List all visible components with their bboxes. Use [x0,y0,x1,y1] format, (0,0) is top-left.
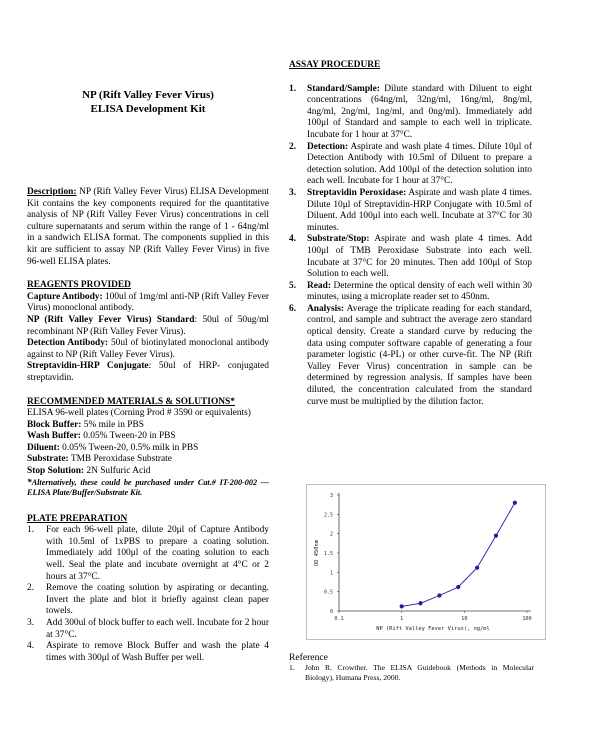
data-point [400,604,404,608]
material-item [27,420,269,432]
reagent-item [27,292,269,315]
step-text: For each 96-well plate, dilute 20μl of Capture Antibody with 10.5ml of 1xPBS to prepare a coating solution. Immediately add 100μl of the coating solution to each well. Seal the plate and incubate overnight at 4°C or 2 hours at 37°C. [46,525,269,582]
kit-title [27,88,269,116]
y-tick-label: 2.5 [323,512,333,519]
step-text: Remove the coating solution by aspirating or decanting. Invert the plate and blot it briefly against clean paper towels. [46,583,269,617]
step-label: Substrate/Stop: [307,234,370,245]
x-tick-label: 100 [522,616,532,622]
material-label: Substrate: [27,454,69,465]
left-column [27,88,269,664]
y-tick-label: 1.5 [323,551,333,557]
step-number: 5. [289,280,297,291]
material-text: 2N Sulfuric Acid [84,466,151,477]
material-item [27,466,269,478]
x-tick-label: 1 [400,616,404,622]
reagent-label: NP (Rift Valley Fever Virus) Standard [27,314,195,325]
plate-prep-step [27,583,269,618]
standard-curve-svg [307,485,545,639]
step-number: 1. [27,525,35,536]
reference-number: 1. [289,663,295,672]
step-text: Aspirate and wash plate 4 times. Add 100μl of TMB Peroxidase Substrate into each well. Incubate at 37°C for 20 minutes. Then add 100μl of Stop Solution to each well. [307,234,532,280]
material-item [27,454,269,466]
step-number: 3. [27,618,35,628]
data-point [456,585,460,589]
material-label: Stop Solution: [27,466,85,477]
step-number: 2. [27,583,35,594]
reagent-item [27,338,269,361]
data-point [418,601,422,605]
data-point [437,593,441,597]
data-point [513,501,517,505]
step-number: 1. [289,83,297,94]
description-label: Description: [27,187,77,197]
step-text: Dilute standard with Diluent to eight concentrations (64ng/ml, 32ng/ml, 16ng/ml, 8ng/ml, 4ng/ml, 2ng/ml, 1ng/ml, and 0ng/ml). Immediately add 100μl of Standard and sample to each well in triplicate. Incubate for 1 hour at 37°C. [307,83,532,140]
reagent-text: : 50ul of 50ug/ml recombinant NP (Rift Valley Fever Virus). [27,314,269,337]
plate-prep-step [27,641,269,664]
kit-title-line2: ELISA Development Kit [90,103,206,115]
series-line [402,503,515,607]
assay-step [289,188,532,234]
material-text: 0.05% Tween-20, 0.5% milk in PBS [59,442,199,453]
note-star: * [27,477,32,488]
material-text: 5% mile in PBS [81,419,144,430]
right-column [289,60,532,408]
reagents-heading: REAGENTS PROVIDED [27,280,131,291]
y-tick-label: 2 [329,531,333,538]
materials-note [27,478,269,498]
reference-text: John R. Crowther. The ELISA Guidebook (Methods in Molecular Biology), Humana Press, 2000. [305,663,534,682]
plate-prep-steps [27,525,269,664]
plate-prep-heading: PLATE PREPARATION [27,513,128,524]
reagent-text: 50ul of biotinylated monoclonal antibody against to NP (Rift Valley Fever Virus). [27,338,269,360]
plate-prep-step [27,525,269,583]
step-number: 2. [289,141,297,152]
step-label: Streptavidin Peroxidase: [307,187,407,198]
material-label: Wash Buffer: [27,431,81,442]
material-text: TMB Peroxidase Substrate [68,454,172,465]
step-text: Determine the optical density of each well within 30 minutes, using a microplate reader set to 450nm. [307,280,532,303]
assay-steps [289,84,532,409]
reference-item [289,663,534,682]
data-point [494,534,498,538]
step-number: 3. [289,187,297,198]
material-item [27,431,269,443]
step-number: 6. [289,303,297,314]
reagent-text: : 50ul of HRP- conjugated streptavidin. [27,361,269,383]
step-label: Standard/Sample: [307,83,380,94]
plate-prep-step [27,618,269,641]
materials-intro: ELISA 96-well plates (Corning Prod # 3590 or equivalents) [27,408,251,419]
x-tick-label: 0.1 [334,616,344,622]
x-axis-label: NP (Rift Valley Fever Virus), ng/ml [376,626,490,632]
assay-step [289,142,532,188]
kit-title-line1: NP (Rift Valley Fever Virus) [82,89,214,101]
step-number: 4. [289,234,297,245]
reference-section [289,652,534,682]
reagent-label: Capture Antibody: [27,291,103,302]
step-text: Add 300ul of block buffer to each well. Incubate for 2 hour at 37°C. [46,618,269,640]
step-number: 4. [27,641,35,652]
step-text: Average the triplicate reading for each standard, control, and sample and subtract the average zero standard optical density. Create a standard curve by reducing the data using computer software capable of generating a four parameter logistic (4-PL) or other curve-fit. The NP (Rift Valley Fever Virus) concentration in sample can be determined by regression analysis. If samples have been diluted, the concentration calculated from the standard curve must be multiplied by the dilution factor. [307,303,532,407]
y-tick-label: 3 [329,493,333,499]
material-text: 0.05% Tween-20 in PBS [80,431,176,442]
material-label: Diluent: [27,442,60,453]
standard-curve-chart [306,484,546,640]
assay-step [289,304,532,408]
reagent-text: 100ul of 1mg/ml anti-NP (Rift Valley Fever Virus) monoclonal antibody. [27,291,270,314]
assay-heading: ASSAY PROCEDURE [289,60,381,70]
description-text: NP (Rift Valley Fever Virus) ELISA Development Kit contains the key components required for the quantitative analysis of NP (Rift Valley Fever Virus) concentrations in cell culture supernatants and serum within the range of 1 - 64ng/ml in a sandwich ELISA format. The components supplied in this kit are sufficient to assay NP (Rift Valley Fever Virus) in five 96-well ELISA plates. [27,187,270,267]
reagent-item [27,361,269,384]
materials-list [27,408,269,498]
material-item [27,443,269,455]
materials-heading: RECOMMENDED MATERIALS & SOLUTIONS* [27,396,235,407]
reagent-item [27,315,269,338]
reagent-label: Streptavidin-HRP Conjugate [27,361,149,372]
note-text: Alternatively, these could be purchased under Cat.# IT-200-002 — ELISA Plate/Buffer/Substrate Kit. [27,477,269,497]
step-text: Aspirate and wash plate 4 times. Dilute 10μl of Streptavidin-HRP Conjugate with 10.5ml of Diluent. Add 100μl into each well. Incubate at 37°C for 30 minutes. [307,187,533,233]
y-axis-label: OD 450nm [314,540,320,566]
reference-list [289,663,534,682]
assay-step [289,234,532,280]
reagent-label: Detection Antibody: [27,338,109,349]
description-paragraph [27,187,269,268]
material-label: Block Buffer: [27,419,82,430]
step-label: Read: [307,280,331,291]
step-text: Aspirate and wash plate 4 times. Dilute 10μl of Detection Antibody with 10.5ml of Diluent to prepare a detection solution. Add 100μl of the detection solution into each well. Incubate for 1 hour at 37°C. [307,141,532,187]
y-tick-label: 0 [329,609,333,615]
step-label: Detection: [307,141,349,152]
data-point [475,566,479,570]
y-tick-label: 1 [329,570,333,577]
assay-step [289,281,532,304]
step-text: Aspirate to remove Block Buffer and wash the plate 4 times with 300μl of Wash Buffer per well. [46,641,269,663]
reference-heading: Reference [289,652,328,663]
y-tick-label: 0.5 [323,589,333,596]
x-tick-label: 10 [461,616,468,622]
assay-step [289,84,532,142]
reagents-list [27,292,269,385]
step-label: Analysis: [307,303,344,314]
